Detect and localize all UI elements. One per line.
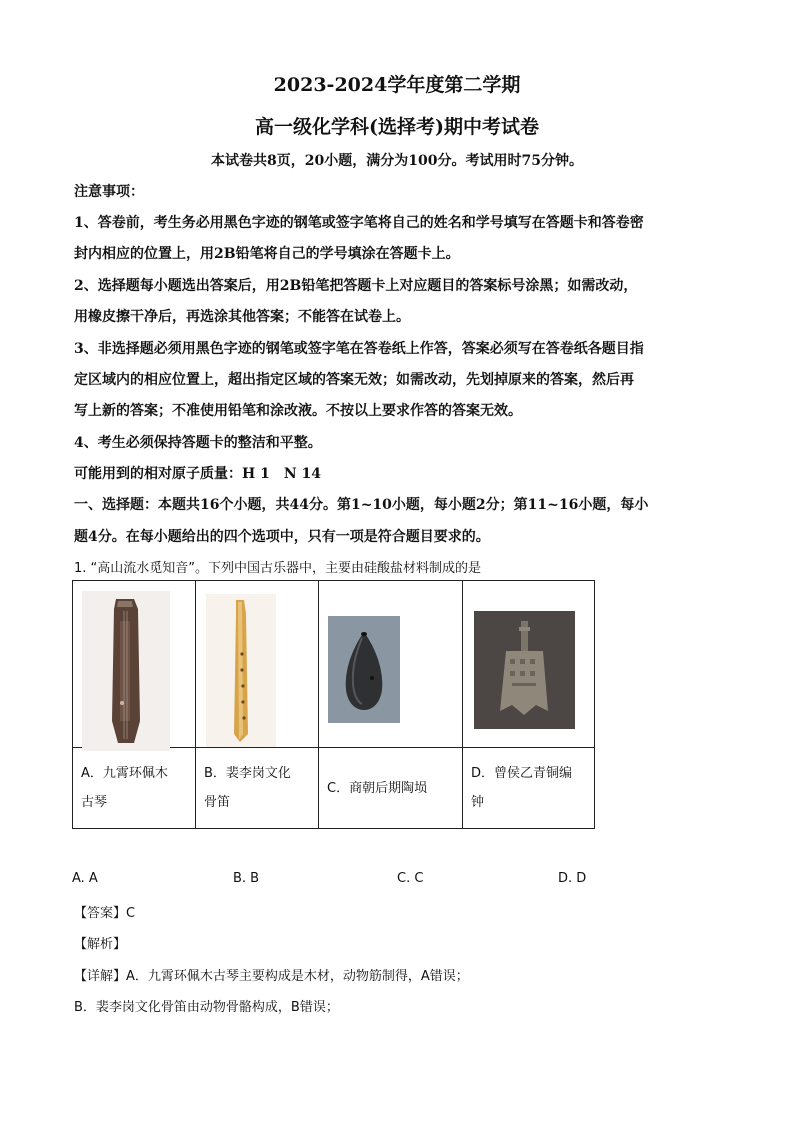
notes-heading: 注意事项： <box>74 184 144 200</box>
option-d-image-cell <box>463 581 595 748</box>
option-c-caption-line: C．商朝后期陶埙 <box>327 780 428 796</box>
exam-title: 高一级化学科(选择考)期中考试卷 <box>255 116 539 138</box>
option-b-caption-line: 骨笛 <box>204 795 231 810</box>
notes-line: 1、答卷前，考生务必用黑色字迹的钢笔或签字笔将自己的姓名和学号填写在答题卡和答卷密 <box>74 215 644 231</box>
exam-title-year: 2023-2024学年度第二学期 <box>273 74 521 96</box>
section-heading: 题4分。在每小题给出的四个选项中，只有一项是符合题目要求的。 <box>74 529 490 545</box>
detail-text: A．九霄环佩木古琴主要构成是木材，动物筋制得，A错误； <box>126 969 469 984</box>
bronze-bell-image <box>474 611 575 729</box>
answer-label: 【答案】 <box>74 906 127 921</box>
detail-line: B．裴李岗文化骨笛由动物骨骼构成，B错误； <box>74 1000 339 1015</box>
question-stem: 1. “高山流水觅知音”。下列中国古乐器中，主要由硅酸盐材料制成的是 <box>74 561 482 576</box>
answer-line <box>74 902 724 921</box>
notes-line: 定区域内的相应位置上，超出指定区域的答案无效；如需改动，先划掉原来的答案，然后再 <box>74 372 634 388</box>
option-b-caption <box>196 748 319 829</box>
analysis-label: 【解析】 <box>74 937 127 952</box>
notes-line: 写上新的答案；不准使用铅笔和涂改液。不按以上要求作答的答案无效。 <box>74 403 522 419</box>
option-d-caption-line: D．曾侯乙青铜编 <box>471 766 573 781</box>
choice-b: B. B <box>233 871 260 886</box>
bone-flute-image <box>206 594 276 747</box>
option-c-image-cell <box>319 581 463 748</box>
option-a-caption <box>73 748 196 829</box>
atomic-mass-line: 可能用到的相对原子质量：H 1 N 14 <box>74 466 321 482</box>
notes-line: 封内相应的位置上，用2B铅笔将自己的学号填涂在答题卡上。 <box>74 246 460 262</box>
option-c-caption <box>319 748 463 829</box>
choice-a: A. A <box>72 871 98 886</box>
option-a-caption-line: A．九霄环佩木 <box>81 766 168 781</box>
option-a-caption-line: 古琴 <box>81 795 108 810</box>
exam-subtitle: 本试卷共8页，20小题，满分为100分。考试用时75分钟。 <box>211 153 583 169</box>
answer-value: C <box>126 906 136 921</box>
option-a-image-cell <box>73 581 196 748</box>
notes-line: 3、非选择题必须用黑色字迹的钢笔或签字笔在答卷纸上作答，答案必须写在答卷纸各题目指 <box>74 341 644 357</box>
option-b-image-cell <box>196 581 319 748</box>
section-heading: 一、选择题：本题共16个小题，共44分。第1~10小题，每小题2分；第11~16小题，每小 <box>74 497 649 513</box>
choice-c: C. C <box>397 871 424 886</box>
pottery-xun-image <box>328 616 400 723</box>
option-d-caption-line: 钟 <box>471 795 485 810</box>
option-b-caption-line: B．裴李岗文化 <box>204 766 291 781</box>
option-d-caption <box>463 748 595 829</box>
notes-line: 2、选择题每小题选出答案后，用2B铅笔把答题卡上对应题目的答案标号涂黑；如需改动， <box>74 278 638 294</box>
notes-line: 用橡皮擦干净后，再选涂其他答案；不能答在试卷上。 <box>74 309 410 325</box>
detail-label: 【详解】 <box>74 969 127 984</box>
option-table <box>72 580 595 829</box>
choice-d: D. D <box>558 871 587 886</box>
guqin-image <box>82 591 170 751</box>
detail-line <box>74 965 724 984</box>
notes-line: 4、考生必须保持答题卡的整洁和平整。 <box>74 435 322 451</box>
